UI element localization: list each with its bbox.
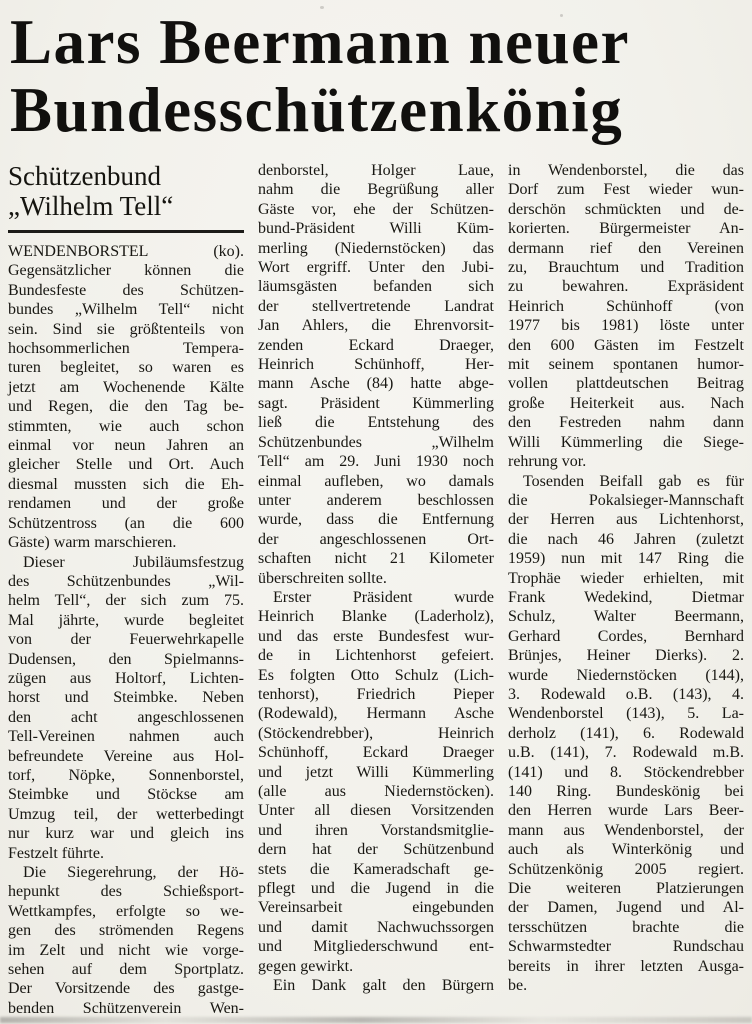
text-line: Gäste vor, ehe der Schützen- [258,200,494,218]
text-line: Brünjes, Heiner Dierks). 2. [508,647,744,665]
text-line: Erster Präsident wurde [273,588,494,606]
text-line: turen begleitet, so waren es [8,359,244,377]
text-line: Jan Ahlers, die Ehrenvorsit- [258,317,494,335]
text-line: stimmten, wie auch schon [8,417,244,435]
text-line: Dieser Jubiläumsfestzug [23,553,244,571]
column-3 [508,161,744,1018]
text-line: auch als Winterkönig und [508,841,744,859]
text-line: überschreiten sollte. [258,569,387,587]
text-line: rehrung vor. [508,453,587,471]
text-line: Mal jährte, wurde begleitet [8,611,244,629]
subhead-line-1: Schützenbund [8,161,161,191]
text-line: merling (Niedernstöcken) das [258,239,494,257]
text-line: Umzug teil, der wetterbedingt [8,805,244,823]
text-line: der Damen, Jugend und Al- [508,899,744,917]
text-line: schaften nicht 21 Kilometer [258,550,494,568]
text-line: der stellvertretende Landrat [258,297,494,315]
column-2 [258,161,494,1018]
text-line: sein. Sind sie größtenteils von [8,320,244,338]
text-line: den 600 Gästen im Festzelt [508,336,744,354]
text-line: hepunkt des Schießsport- [8,883,244,901]
text-line: Die Siegerehrung, der Hö- [23,864,244,881]
text-line: die Pokalsieger-Mannschaft [508,491,744,509]
text-line: tenhorst), Friedrich Pieper [258,685,494,703]
scan-speck [320,6,324,9]
text-line: stets die Kameradschaft ge- [258,860,494,878]
text-line: helm Tell“, der sich zum 75. [8,592,244,610]
text-line: derschön schmückten und de- [508,200,744,218]
column-3-text [508,161,744,995]
text-line: wurde, dass die Entfernung [258,511,494,529]
text-line: bund-Präsident Willi Küm- [258,220,494,238]
scan-artifact-bottom-smudge [0,1017,752,1023]
headline-line-2: Bundesschützenkönig [10,75,624,145]
column-2-text [258,161,494,995]
text-line: Gegensätzlicher können die [8,262,244,280]
text-line: bundes „Wilhelm Tell“ nicht [8,301,244,319]
text-line: unter anderem beschlossen [258,491,494,509]
text-line: tersschützen brachte die [508,918,744,936]
text-line: und damit Nachwuchssorgen [258,918,494,936]
text-line: große Heiterkeit aus. Nach [508,394,744,412]
text-line: läumsgästen befanden sich [258,278,494,296]
text-line: Wendenborstel (143), 5. La- [508,705,744,723]
text-line: 1977 bis 1981) löste unter [508,317,744,335]
text-line: sagt. Präsident Kümmerling [258,394,494,412]
text-line: be. [508,977,528,995]
column-1 [8,161,244,1018]
text-line: Trophäe wieder erhielten, mit [508,569,744,587]
text-line: gleicher Stelle und Ort. Auch [8,456,244,474]
text-line: zu bewahren. Expräsident [508,278,744,296]
text-line: pflegt und die Jugend in die [258,880,494,898]
text-line: Festzelt führte. [8,844,104,862]
text-line: Heinrich Blanke (Laderholz), [258,608,494,626]
text-line: der angeschlossenen Ort- [258,530,494,548]
text-line: Unter all diesen Vorsitzenden [258,802,494,820]
text-line: mit seinem spontanen humor- [508,356,744,374]
text-line: Schützentross (an die 600 [8,514,244,532]
text-line: (alle aus Niedernstöcken). [258,783,494,800]
text-line: derholz (141), 6. Rodewald [508,724,744,742]
text-line: (141) und 8. Stöckendrebber [508,763,744,781]
text-line: horst und Steimbke. Neben [8,689,244,707]
text-line: Dudensen, den Spielmanns- [8,650,244,668]
text-line: de in Lichtenhorst gefeiert. [258,647,494,665]
text-line: Es folgten Otto Schulz (Lich- [258,666,494,684]
text-line: und Regen, die den Tag be- [8,398,244,416]
text-line: die nach 46 Jahren (zuletzt [508,530,744,548]
subhead-line-2: „Wilhelm Tell“ [8,191,174,221]
scan-speck [560,14,563,17]
text-line: einmal vor neun Jahren an [8,437,244,455]
text-line: Wort ergriff. Unter den Jubi- [258,259,494,277]
text-line: im Zelt und nicht wie vorge- [8,941,244,959]
text-line: ließ die Entstehung des [258,414,494,432]
text-line: in Wendenborstel, die das [508,162,744,179]
text-line: Tell-Vereinen nahmen auch [8,728,244,746]
text-line: des Schützenbundes „Wil- [8,572,244,590]
column-1-text [8,242,244,1018]
text-line: Bundesfeste des Schützen- [8,281,244,299]
text-line: sehen auf dem Sportplatz. [8,961,244,979]
text-line: Willi Kümmerling die Siege- [508,433,744,451]
text-line: zenden Eckard Draeger, [258,336,494,354]
text-line: denborstel, Holger Laue, [258,162,494,179]
text-line: zügen aus Holtorf, Lichten- [8,669,244,687]
text-line: Tosenden Beifall gab es für [523,472,744,490]
text-line: Wettkampfes, erfolgte so we- [8,902,244,920]
text-line: Steimbke und Stöckse am [8,786,244,804]
text-line: den Festreden nahm dann [508,414,744,432]
text-line: WENDENBORSTEL (ko). [8,243,244,260]
text-line: u.B. (141), 7. Rodewald m.B. [508,744,744,762]
text-line: Frank Wedekind, Dietmar [508,588,744,606]
text-line: mann Asche (84) hatte abge- [258,375,494,393]
text-line: zu, Brauchtum und Tradition [508,259,744,277]
subhead-rule [8,230,244,233]
article-subhead [8,161,244,221]
text-line: korierten. Bürgermeister An- [508,220,744,238]
text-line: gegen gewirkt. [258,957,354,975]
text-line: der Herren aus Lichtenhorst, [508,511,744,529]
text-line: nur kurz war und gleich ins [8,825,244,843]
text-line: den acht angeschlossenen [8,708,244,726]
text-line: Schünhoff, Eckard Draeger [258,744,494,762]
text-line: nahm die Begrüßung aller [258,181,494,199]
text-line: Vereinsarbeit eingebunden [258,899,494,917]
text-line: und Mitgliederschwund ent- [258,938,494,956]
text-line: Ein Dank galt den Bürgern [273,977,494,995]
text-line: Heinrich Schünhoff, Her- [258,356,494,374]
text-line: Dorf zum Fest wieder wun- [508,181,744,199]
text-line: rendamen und der große [8,495,244,513]
text-line: jetzt am Wochenende Kälte [8,378,244,396]
text-line: (Rodewald), Hermann Asche [258,705,494,723]
text-line: Tell“ am 29. Juni 1930 noch [258,453,494,471]
text-line: Schwarmstedter Rundschau [508,938,744,956]
text-line: den Herren wurde Lars Beer- [508,802,744,820]
headline-line-1: Lars Beermann neuer [10,7,630,77]
text-line: und das erste Bundesfest wur- [258,627,494,645]
text-line: 3. Rodewald o.B. (143), 4. [508,685,744,703]
text-line: torf, Nöpke, Sonnenborstel, [8,766,244,784]
text-line: Schulz, Walter Beermann, [508,608,744,626]
text-line: und jetzt Willi Kümmerling [258,763,494,781]
article-headline [0,0,752,144]
text-line: (Stöckendrebber), Heinrich [258,724,494,742]
text-line: befreundete Vereine aus Hol- [8,747,244,765]
text-line: Gerhard Cordes, Bernhard [508,627,744,645]
text-line: einmal aufleben, wo damals [258,472,494,490]
text-line: hochsommerlichen Tempera- [8,340,244,358]
text-line: gen des strömenden Regens [8,922,244,940]
text-line: Schützenkönig 2005 regiert. [508,860,744,878]
text-line: vollen plattdeutschen Beitrag [508,375,744,393]
text-line: und ihren Vorstandsmitglie- [258,821,494,839]
text-line: Gäste) warm marschieren. [8,534,177,552]
text-line: mann aus Wendenborstel, der [508,821,744,839]
text-line: von der Feuerwehrkapelle [8,631,244,649]
article-columns [0,161,752,1018]
text-line: bereits in ihrer letzten Ausga- [508,957,744,975]
text-line: Heinrich Schünhoff (von [508,297,744,315]
text-line: dern hat der Schützenbund [258,841,494,859]
text-line: Der Vorsitzende des gastge- [8,980,244,998]
text-line: diesmal mussten sich die Eh- [8,475,244,493]
text-line: benden Schützenverein Wen- [8,999,244,1017]
text-line: 1959) nun mit 147 Ring die [508,550,744,568]
text-line: 140 Ring. Bundeskönig bei [508,783,744,800]
text-line: Die weiteren Platzierungen [508,880,744,898]
text-line: wurde Niedernstöcken (144), [508,666,744,684]
text-line: dermann rief den Vereinen [508,239,744,257]
text-line: Schützenbundes „Wilhelm [258,433,494,451]
